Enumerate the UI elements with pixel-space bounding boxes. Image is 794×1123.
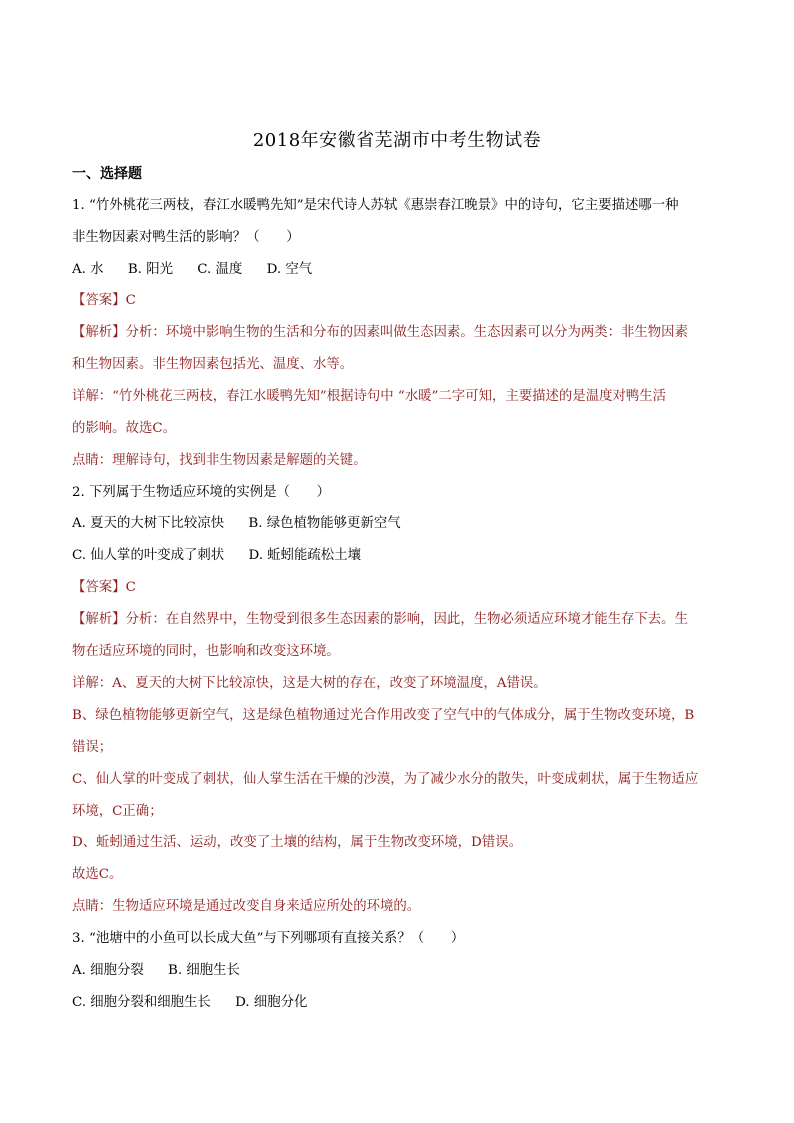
q1-analysis-line-2: 和生物因素。非生物因素包括光、温度、水等。 xyxy=(72,357,354,372)
q1-detail-line-1: 详解：“竹外桃花三两枝，春江水暖鸭先知”根据诗句中 “水暖”二字可知，主要描述的是温度对鸭生活 xyxy=(72,389,667,404)
q1-analysis-label: 【解析】 xyxy=(72,325,126,340)
q2-option-d: D. 蚯蚓能疏松土壤 xyxy=(248,548,361,563)
q2-option-a: A. 夏天的大树下比较凉快 xyxy=(72,516,225,531)
q1-tip: 点睛：理解诗句，找到非生物因素是解题的关键。 xyxy=(72,453,367,468)
q2-option-b: B. 绿色植物能够更新空气 xyxy=(248,516,401,531)
q2-answer-label: 【答案】 xyxy=(72,580,126,595)
q1-detail-line-2: 的影响。故选C。 xyxy=(72,421,176,436)
q1-answer xyxy=(72,294,136,307)
q1-option-b: B. 阳光 xyxy=(127,262,173,277)
q2-detail-d: D、蚯蚓通过生活、运动，改变了土壤的结构，属于生物改变环境，D错误。 xyxy=(72,835,522,850)
q1-options xyxy=(72,263,312,276)
q2-analysis-line-2: 物在适应环境的同时，也影响和改变这环境。 xyxy=(72,644,340,659)
q2-stem: 2. 下列属于生物适应环境的实例是（ ） xyxy=(72,485,331,500)
q2-analysis-label: 【解析】 xyxy=(72,612,126,627)
q2-tip: 点睛：生物适应环境是通过改变自身来适应所处的环境的。 xyxy=(72,899,421,914)
q2-choose: 故选C。 xyxy=(72,867,123,882)
q2-options-row-2 xyxy=(72,549,361,562)
q1-analysis-line-1 xyxy=(72,326,688,339)
q2-detail-a: 详解：A、夏天的大树下比较凉快，这是大树的存在，改变了环境温度，A错误。 xyxy=(72,676,547,691)
q2-options-row-1 xyxy=(72,517,401,530)
q1-option-a: A. 水 xyxy=(72,262,104,277)
q1-option-c: C. 温度 xyxy=(197,262,243,277)
q2-detail-c-line-1: C、仙人掌的叶变成了刺状，仙人掌生活在干燥的沙漠，为了减少水分的散失，叶变成刺状，属于生物适应 xyxy=(72,772,699,787)
q2-answer-value: C xyxy=(125,580,136,595)
section-heading: 一、选择题 xyxy=(72,166,142,182)
q2-detail-c-line-2: 环境，C正确； xyxy=(72,804,163,819)
q2-option-c: C. 仙人掌的叶变成了刺状 xyxy=(72,548,225,563)
q1-analysis-text: 分析：环境中影响生物的生活和分布的因素叫做生态因素。生态因素可以分为两类：非生物因素 xyxy=(125,325,688,340)
q1-answer-label: 【答案】 xyxy=(72,293,126,308)
q1-stem-line-2: 非生物因素对鸭生活的影响？（ ） xyxy=(72,230,300,245)
q3-option-b: B. 细胞生长 xyxy=(168,963,240,978)
q3-option-a: A. 细胞分裂 xyxy=(72,963,144,978)
q3-option-c: C. 细胞分裂和细胞生长 xyxy=(72,995,211,1010)
q2-answer xyxy=(72,581,136,594)
q3-options-row-1 xyxy=(72,964,240,977)
q1-stem-line-1: 1. “竹外桃花三两枝，春江水暖鸭先知”是宋代诗人苏轼《惠崇春江晚景》中的诗句，它主要描述哪一种 xyxy=(72,198,679,213)
q3-options-row-2 xyxy=(72,996,307,1009)
q2-detail-b-line-2: 错误； xyxy=(72,740,113,755)
q2-analysis-text: 分析：在自然界中，生物受到很多生态因素的影响，因此，生物必须适应环境才能生存下去。生 xyxy=(125,612,688,627)
q1-option-d: D. 空气 xyxy=(266,262,313,277)
q2-detail-b-line-1: B、绿色植物能够更新空气，这是绿色植物通过光合作用改变了空气中的气体成分，属于生物改变环境，B xyxy=(72,708,695,723)
q3-option-d: D. 细胞分化 xyxy=(235,995,308,1010)
page-title: 2018年安徽省芜湖市中考生物试卷 xyxy=(252,130,542,151)
q1-answer-value: C xyxy=(125,293,136,308)
q2-analysis-line-1 xyxy=(72,613,688,626)
q3-stem: 3. “池塘中的小鱼可以长成大鱼”与下列哪项有直接关系？（ ） xyxy=(72,931,465,946)
